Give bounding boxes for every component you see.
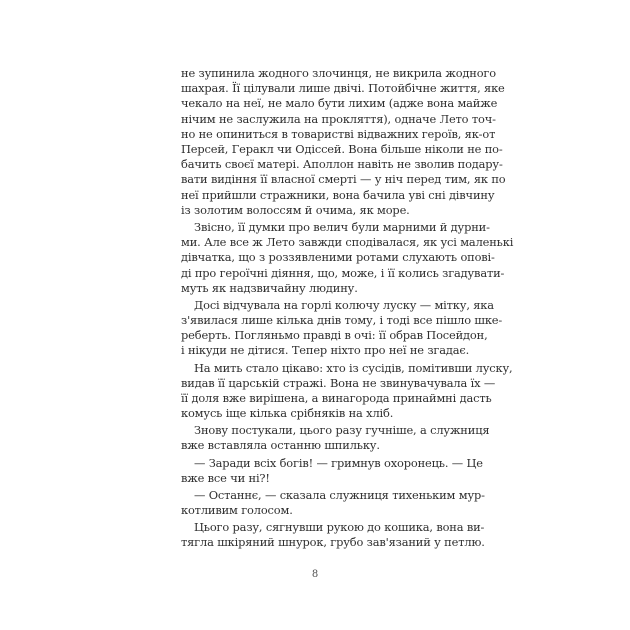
text-line: з'явилася лише кілька днів тому, і тоді все пішло шке- (181, 313, 503, 328)
paragraph-5 (181, 423, 490, 453)
text-line: но не опиниться в товаристві відважних героїв, як-от (181, 126, 496, 141)
text-line: — Останнє, — сказала служниця тихеньким мур- (194, 487, 485, 502)
text-line: Знову постукали, цього разу гучніше, а служниця (194, 423, 490, 438)
text-line: тягла шкіряний шнурок, грубо зав'язаний у петлю. (181, 535, 485, 550)
text-line: бачить своєї матері. Аполлон навіть не зволив подару- (181, 157, 503, 172)
text-line: Цього разу, сягнувши рукою до кошика, вона ви- (194, 520, 485, 535)
text-line: і нікуди не дітися. Тепер ніхто про неї не згадає. (181, 343, 470, 358)
text-line: дівчатка, що з роззявленими ротами слухають опові- (181, 250, 495, 265)
text-line: Звісно, її думки про велич були марними й дурни- (194, 219, 490, 234)
text-line: котливим голосом. (181, 503, 293, 518)
text-line: На мить стало цікаво: хто із сусідів, помітивши луску, (194, 360, 513, 375)
text-line: вати видіння її власної смерті — у ніч перед тим, як по (181, 172, 506, 187)
text-line: нічим не заслужила на прокляття), одначе Лето точ- (181, 111, 496, 126)
text-line: чекало на неї, не мало бути лихим (адже вона майже (181, 96, 498, 111)
text-line: вже все чи ні?! (181, 470, 270, 485)
text-line: Досі відчувала на горлі колючу луску — мітку, яка (194, 297, 494, 312)
text-line: муть як надзвичайну людину. (181, 280, 358, 295)
text-line: не зупинила жодного злочинця, не викрила жодного (181, 66, 496, 80)
text-line: комусь іще кілька срібняків на хліб. (181, 406, 394, 421)
text-line: ді про героїчні діяння, що, може, і її колись згадувати- (181, 265, 505, 280)
paragraph-1 (181, 66, 506, 218)
paragraph-7 (181, 487, 485, 518)
paragraph-4 (181, 360, 513, 422)
paragraph-6 (181, 455, 483, 486)
text-line: вже вставляла останню шпильку. (181, 438, 380, 453)
page-number: 8 (311, 569, 319, 580)
paragraph-2 (181, 219, 514, 296)
text-line: реберть. Погляньмо правді в очі: її обрав Посейдон, (181, 328, 488, 343)
text-line: Персей, Геракл чи Одіссей. Вона більше ніколи не по- (181, 142, 503, 157)
text-line: із золотим волоссям й очима, як море. (181, 202, 410, 217)
paragraph-8 (181, 520, 485, 550)
text-line: ми. Але все ж Лето завжди сподівалася, як усі маленькі (181, 235, 514, 250)
book-page-body (181, 66, 514, 552)
text-line: видав її царській стражі. Вона не звинувачувала їх — (181, 375, 496, 390)
text-line: — Заради всіх богів! — гримнув охоронець. — Це (194, 455, 483, 470)
paragraph-3 (181, 297, 503, 359)
text-line: неї прийшли стражники, вона бачила уві сні дівчину (181, 187, 495, 202)
text-line: її доля вже вирішена, а винагорода принаймні дасть (181, 390, 492, 405)
text-line: шахрая. Її цілували лише двічі. Потойбічне життя, яке (181, 81, 505, 96)
